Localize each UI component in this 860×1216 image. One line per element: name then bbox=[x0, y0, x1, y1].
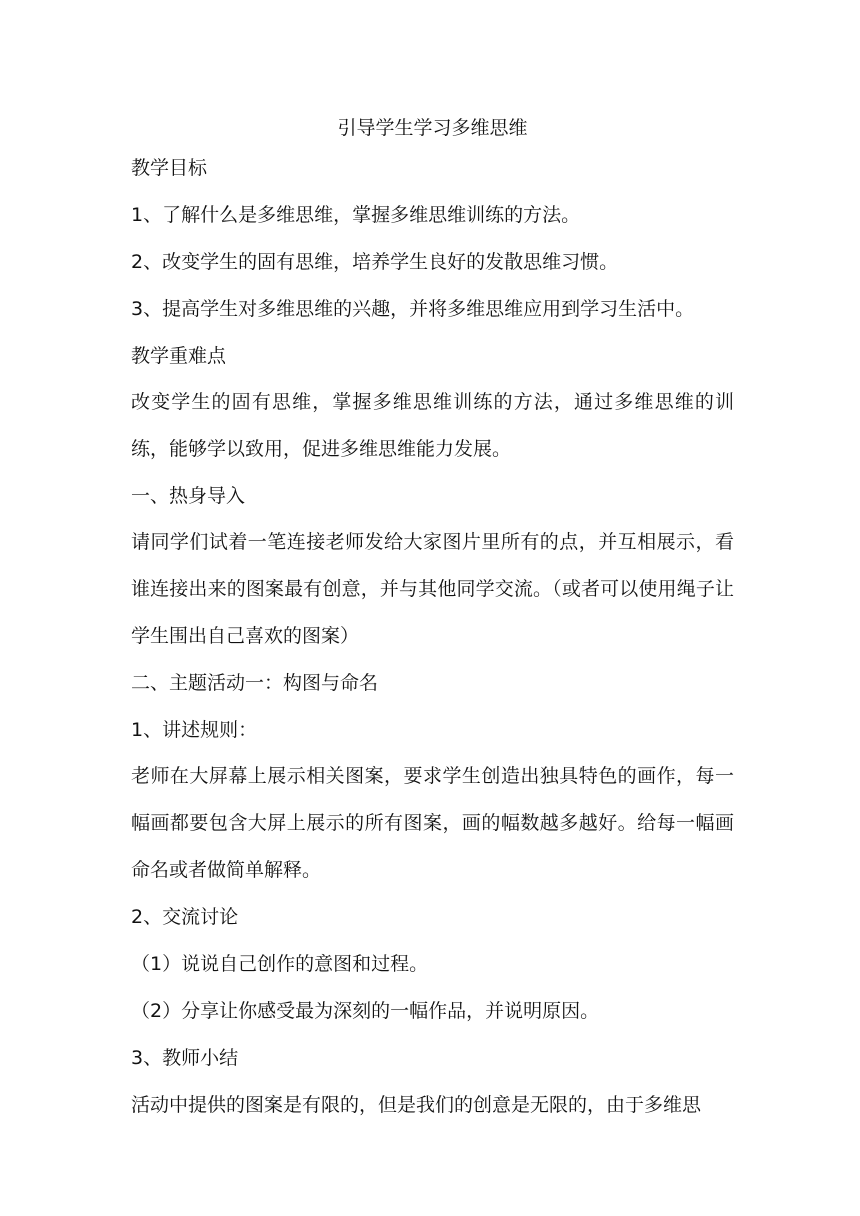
activity1-heading: 二、主题活动一：构图与命名 bbox=[131, 672, 379, 694]
keypoints-heading: 教学重难点 bbox=[131, 345, 227, 367]
warmup-paragraph: 请同学们试着一笔连接老师发给大家图片里所有的点，并互相展示，看谁连接出来的图案最有创意，并与其他同学交流。（或者可以使用绳子让学生围出自己喜欢的图案） bbox=[131, 531, 734, 647]
objective-item-2: 2、改变学生的固有思维，培养学生良好的发散思维习惯。 bbox=[131, 251, 619, 273]
summary-paragraph: 活动中提供的图案是有限的，但是我们的创意是无限的，由于多维思 bbox=[131, 1094, 702, 1116]
rules-heading: 1、讲述规则： bbox=[131, 719, 258, 741]
objectives-heading: 教学目标 bbox=[131, 157, 208, 179]
keypoints-paragraph: 改变学生的固有思维，掌握多维思维训练的方法，通过多维思维的训练，能够学以致用，促进多维思维能力发展。 bbox=[131, 391, 734, 460]
discussion-item-1: （1）说说自己创作的意图和过程。 bbox=[131, 953, 429, 975]
objective-item-3: 3、提高学生对多维思维的兴趣，并将多维思维应用到学习生活中。 bbox=[131, 298, 695, 320]
discussion-item-2: （2）分享让你感受最为深刻的一幅作品，并说明原因。 bbox=[131, 1000, 600, 1022]
objective-item-1: 1、了解什么是多维思维，掌握多维思维训练的方法。 bbox=[131, 204, 581, 226]
discussion-heading: 2、交流讨论 bbox=[131, 906, 239, 928]
summary-heading: 3、教师小结 bbox=[131, 1047, 239, 1069]
document-title: 引导学生学习多维思维 bbox=[337, 117, 528, 139]
rules-paragraph: 老师在大屏幕上展示相关图案，要求学生创造出独具特色的画作，每一幅画都要包含大屏上展示的所有图案，画的幅数越多越好。给每一幅画命名或者做简单解释。 bbox=[131, 765, 734, 881]
warmup-heading: 一、热身导入 bbox=[131, 485, 246, 507]
